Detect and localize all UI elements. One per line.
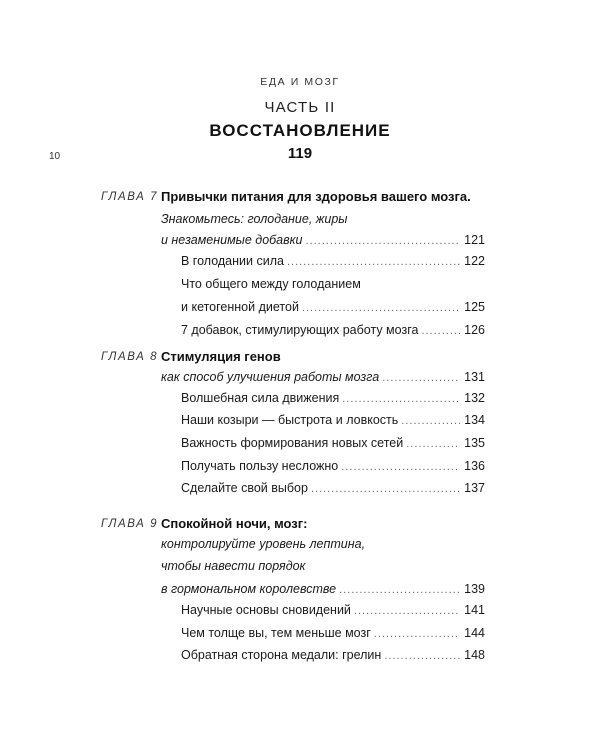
toc-entry-page: 135 — [464, 436, 485, 450]
toc-entry-page: 144 — [464, 626, 485, 640]
toc-entry-text: Наши козыри — быстрота и ловкость — [181, 413, 399, 427]
toc-entry-text: Научные основы сновидений — [181, 603, 351, 617]
toc-entry[interactable] — [161, 366, 485, 388]
chapter-title: Привычки питания для здоровья вашего мозга. — [161, 189, 471, 204]
chapter-label: ГЛАВА 8 — [101, 351, 159, 363]
toc-entry-page: 134 — [464, 413, 485, 427]
toc-entry[interactable] — [181, 409, 485, 431]
dot-leader — [354, 600, 460, 622]
toc-entry[interactable] — [181, 250, 485, 272]
dot-leader — [382, 367, 460, 389]
dot-leader — [384, 645, 460, 667]
toc-entry-page: 139 — [464, 582, 485, 596]
running-head: ЕДА И МОЗГ — [260, 76, 340, 88]
toc-entry-page: 126 — [464, 323, 485, 337]
toc-entry-page: 137 — [464, 481, 485, 495]
toc-entry[interactable] — [181, 644, 485, 666]
toc-entry-page: 131 — [464, 370, 485, 384]
toc-entry[interactable] — [181, 455, 485, 477]
section-title: ВОССТАНОВЛЕНИЕ — [209, 121, 391, 140]
toc-entry[interactable] — [181, 319, 485, 341]
toc-entry-page: 136 — [464, 459, 485, 473]
toc-entry[interactable] — [181, 432, 485, 454]
toc-entry-page: 148 — [464, 648, 485, 662]
dot-leader — [306, 230, 460, 252]
folio-page-number: 10 — [49, 151, 61, 162]
dot-leader — [342, 388, 460, 410]
toc-entry[interactable] — [181, 622, 485, 644]
chapter-title: Стимуляция генов — [161, 349, 281, 364]
toc-entry-text: 7 добавок, стимулирующих работу мозга — [181, 323, 419, 337]
toc-entry-text: Волшебная сила движения — [181, 391, 340, 405]
chapter-subtitle-line: Знакомьтесь: голодание, жиры — [161, 212, 348, 226]
dot-leader — [406, 433, 460, 455]
toc-entry-text: Чем толще вы, тем меньше мозг — [181, 626, 371, 640]
toc-entry-page: 125 — [464, 300, 485, 314]
toc-entry-text: как способ улучшения работы мозга — [161, 370, 380, 384]
toc-entry[interactable] — [161, 578, 485, 600]
dot-leader — [374, 623, 460, 645]
toc-entry-text-line: Что общего между голоданием — [181, 277, 361, 291]
toc-entry-text: и незаменимые добавки — [161, 233, 303, 247]
dot-leader — [421, 320, 460, 342]
chapter-label: ГЛАВА 9 — [101, 518, 159, 530]
toc-entry-page: 122 — [464, 254, 485, 268]
chapter-title: Спокойной ночи, мозг: — [161, 516, 308, 531]
toc-entry-page: 132 — [464, 391, 485, 405]
toc-entry-text: Получать пользу несложно — [181, 459, 339, 473]
toc-entry-text: Обратная сторона медали: грелин — [181, 648, 382, 662]
toc-entry[interactable] — [181, 387, 485, 409]
dot-leader — [287, 251, 460, 273]
chapter-label: ГЛАВА 7 — [101, 191, 159, 203]
dot-leader — [302, 297, 460, 319]
toc-entry[interactable] — [181, 296, 485, 318]
toc-entry[interactable] — [181, 599, 485, 621]
toc-entry-text: и кетогенной диетой — [181, 300, 299, 314]
toc-entry-text: В голодании сила — [181, 254, 284, 268]
toc-entry-page: 121 — [464, 233, 485, 247]
dot-leader — [339, 579, 460, 601]
toc-entry[interactable] — [181, 477, 485, 499]
part-label: ЧАСТЬ II — [264, 99, 336, 116]
dot-leader — [311, 478, 460, 500]
section-page-number: 119 — [287, 145, 313, 162]
toc-entry-text: в гормональном королевстве — [161, 582, 337, 596]
chapter-subtitle-line: контролируйте уровень лептина, — [161, 537, 366, 551]
dot-leader — [341, 456, 460, 478]
chapter-subtitle-line: чтобы навести порядок — [161, 559, 306, 573]
toc-entry-text: Сделайте свой выбор — [181, 481, 308, 495]
toc-entry-text: Важность формирования новых сетей — [181, 436, 404, 450]
dot-leader — [401, 410, 460, 432]
toc-entry-page: 141 — [464, 603, 485, 617]
toc-entry[interactable] — [161, 229, 485, 251]
